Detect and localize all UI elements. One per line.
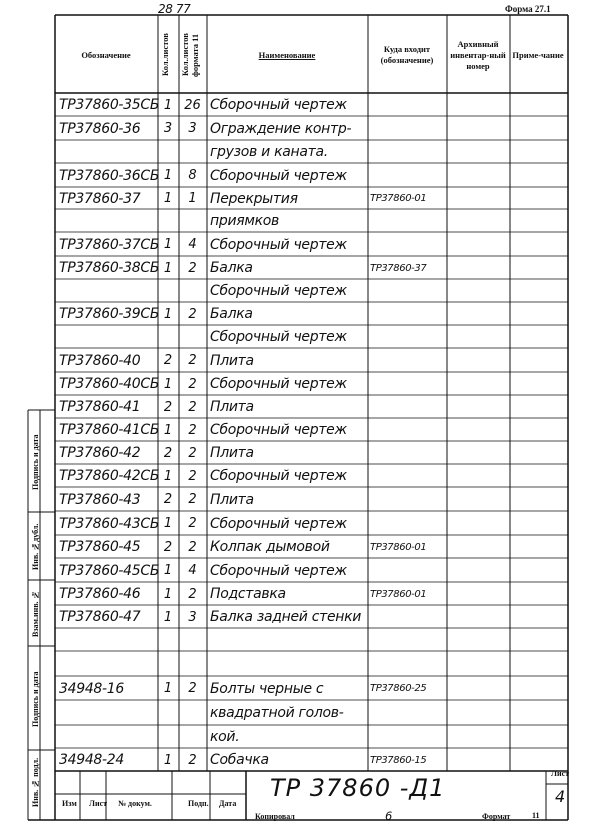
cell-name: Перекрытия	[210, 191, 298, 207]
cell-name: Плита	[210, 492, 254, 508]
cell-sheets-count: 1	[163, 469, 173, 484]
header-where-used: Куда входит (обозначение)	[380, 44, 434, 65]
cell-sheets-count: 3	[163, 121, 173, 136]
cell-name: Сборочный чертеж	[210, 468, 347, 484]
cell-sheets-count: 1	[163, 423, 173, 438]
cell-sheets-count: 1	[163, 191, 173, 206]
cell-name: Болты черные с	[210, 681, 324, 697]
cell-designation: ТР37860-43СБ	[59, 516, 160, 532]
cell-designation: ТР37860-37	[59, 191, 141, 207]
cell-name: Сборочный чертеж	[210, 329, 347, 345]
cell-sheets-count: 1	[163, 168, 173, 183]
cell-where-used	[370, 653, 448, 676]
side-label-signature-date-2: Подпись и дата	[31, 671, 40, 727]
cell-where-used: ТР37860-37	[370, 263, 427, 274]
cell-sheets-format	[179, 281, 206, 302]
cell-name: Сборочный чертеж	[210, 563, 347, 579]
cell-name: Сборочный чертеж	[210, 97, 347, 113]
cell-name: Сборочный чертеж	[210, 516, 347, 532]
cell-sheets-format: 2	[188, 753, 197, 768]
cell-name: Сборочный чертеж	[210, 376, 347, 392]
side-label-dup-inv: Инв. №дубл.	[31, 523, 40, 571]
header-note: Приме-чание	[512, 49, 564, 60]
cell-sheets-format: 26	[184, 98, 201, 113]
cell-where-used: ТР37860-01	[370, 542, 427, 553]
cell-designation: ТР37860-36СБ	[59, 168, 160, 184]
cell-sheets-count	[158, 702, 178, 725]
cell-designation	[59, 653, 159, 676]
cell-sheets-format: 4	[188, 563, 197, 578]
cell-sheets-format: 2	[188, 400, 197, 415]
cell-name: Плита	[210, 445, 254, 461]
cell-where-used	[370, 142, 448, 163]
cell-designation: ТР37860-46	[59, 586, 141, 602]
cell-name: приямков	[210, 213, 279, 229]
cell-name: Колпак дымовой	[210, 539, 330, 555]
cell-sheets-format: 1	[188, 191, 197, 206]
cell-where-used	[370, 397, 448, 418]
cell-designation: ТР37860-39СБ	[59, 306, 160, 322]
cell-sheets-format: 3	[188, 121, 197, 136]
cell-designation: ТР37860-37СБ	[59, 237, 160, 253]
cell-sheets-format	[179, 327, 206, 348]
cell-designation: ТР37860-42	[59, 445, 141, 461]
tb-doc-no: № докум.	[118, 799, 152, 808]
cell-sheets-count: 1	[163, 261, 173, 276]
cell-sheets-format: 2	[188, 377, 197, 392]
cell-sheets-count: 1	[163, 98, 173, 113]
cell-sheets-format	[179, 653, 206, 676]
cell-where-used	[370, 211, 448, 232]
cell-designation: ТР37860-41СБ	[59, 422, 160, 438]
cell-name: Сборочный чертеж	[210, 422, 347, 438]
cell-designation	[59, 702, 159, 725]
cell-sheets-format: 2	[188, 540, 197, 555]
form-label: Форма 27.1	[505, 4, 551, 14]
cell-sheets-count	[158, 727, 178, 748]
cell-name: Собачка	[210, 752, 269, 768]
cell-where-used	[370, 350, 448, 372]
tb-podp: Подп.	[188, 799, 209, 808]
cell-where-used	[370, 443, 448, 464]
cell-designation: ТР37860-43	[59, 492, 141, 508]
cell-where-used	[370, 466, 448, 487]
cell-name: Ограждение контр-	[210, 121, 352, 137]
cell-sheets-format: 2	[188, 516, 197, 531]
cell-designation	[59, 327, 159, 348]
tb-izm: Изм	[62, 799, 77, 808]
cell-designation	[59, 727, 159, 748]
cell-sheets-count: 2	[163, 353, 173, 368]
cell-designation: ТР37860-36	[59, 121, 141, 137]
cell-designation: ТР37860-38СБ	[59, 260, 160, 276]
cell-sheets-format	[179, 630, 206, 651]
cell-name: грузов и каната.	[210, 144, 328, 160]
cell-where-used	[370, 234, 448, 256]
cell-sheets-format: 2	[188, 681, 197, 696]
cell-name: Сборочный чертеж	[210, 168, 347, 184]
cell-where-used: ТР37860-15	[370, 755, 427, 766]
cell-name: Сборочный чертеж	[210, 237, 347, 253]
cell-designation: ТР37860-35СБ	[59, 97, 160, 113]
cell-sheets-format: 2	[188, 353, 197, 368]
cell-where-used	[370, 489, 448, 511]
cell-sheets-count	[158, 281, 178, 302]
cell-sheets-count: 1	[163, 516, 173, 531]
cell-sheets-count: 1	[163, 377, 173, 392]
cell-designation	[59, 630, 159, 651]
header-name: Наименование	[258, 49, 316, 60]
cell-sheets-format: 2	[188, 261, 197, 276]
cell-where-used	[370, 560, 448, 582]
tb-sheet-label: Лист	[551, 769, 570, 778]
cell-designation: ТР37860-45СБ	[59, 563, 160, 579]
cell-designation: ТР37860-42СБ	[59, 468, 160, 484]
cell-where-used: ТР37860-01	[370, 589, 427, 600]
cell-where-used	[370, 327, 448, 348]
cell-name: кой.	[210, 729, 240, 745]
cell-where-used: ТР37860-25	[370, 683, 427, 694]
cell-sheets-format: 2	[188, 469, 197, 484]
top-note: 28 77	[158, 2, 191, 16]
cell-designation: ТР37860-40	[59, 353, 141, 369]
cell-sheets-count	[158, 211, 178, 232]
cell-sheets-count	[158, 142, 178, 163]
cell-designation: ТР37860-47	[59, 609, 141, 625]
cell-where-used	[370, 420, 448, 441]
cell-sheets-format: 2	[188, 492, 197, 507]
cell-sheets-format	[179, 142, 206, 163]
cell-sheets-format: 2	[188, 307, 197, 322]
cell-sheets-format: 2	[188, 423, 197, 438]
cell-sheets-count: 1	[163, 681, 173, 696]
cell-sheets-count: 1	[163, 563, 173, 578]
footer-format: Формат	[482, 812, 511, 821]
cell-where-used	[370, 374, 448, 395]
tb-document-code: ТР 37860 -Д1	[270, 774, 446, 802]
cell-sheets-count: 1	[163, 753, 173, 768]
cell-where-used	[370, 165, 448, 187]
cell-designation: ТР37860-41	[59, 399, 141, 415]
cell-where-used	[370, 304, 448, 325]
cell-where-used	[370, 95, 448, 116]
cell-sheets-format: 2	[188, 587, 197, 602]
cell-sheets-count: 2	[163, 492, 173, 507]
cell-name: Балка задней стенки	[210, 609, 362, 625]
cell-where-used	[370, 727, 448, 748]
cell-sheets-count: 1	[163, 610, 173, 625]
cell-sheets-format	[179, 702, 206, 725]
cell-sheets-format: 2	[188, 446, 197, 461]
cell-name: Балка	[210, 260, 253, 276]
cell-where-used	[370, 513, 448, 535]
cell-sheets-count: 2	[163, 400, 173, 415]
cell-designation	[59, 281, 159, 302]
cell-where-used	[370, 118, 448, 140]
cell-name: Сборочный чертеж	[210, 283, 347, 299]
header-designation: Обозначение	[81, 49, 131, 60]
cell-designation: 34948-16	[59, 681, 125, 697]
cell-where-used	[370, 281, 448, 302]
cell-sheets-format	[179, 211, 206, 232]
cell-designation: ТР37860-45	[59, 539, 141, 555]
cell-sheets-count: 2	[163, 446, 173, 461]
cell-designation: ТР37860-40СБ	[59, 376, 160, 392]
header-sheets-count: Кол.листов	[160, 33, 170, 77]
cell-sheets-count	[158, 327, 178, 348]
cell-designation: 34948-24	[59, 752, 125, 768]
cell-where-used	[370, 630, 448, 651]
cell-sheets-count: 1	[163, 587, 173, 602]
cell-sheets-format	[179, 727, 206, 748]
cell-designation	[59, 211, 159, 232]
cell-name: квадратной голов-	[210, 705, 344, 721]
cell-sheets-format: 3	[188, 610, 197, 625]
cell-name: Балка	[210, 306, 253, 322]
cell-sheets-count: 1	[163, 237, 173, 252]
cell-where-used	[370, 702, 448, 725]
cell-sheets-count	[158, 630, 178, 651]
cell-sheets-format: 8	[188, 168, 197, 183]
header-archive: Архивный инвентар-ный номер	[450, 38, 506, 71]
side-label-signature-date-1: Подпись и дата	[31, 434, 40, 490]
side-label-replace-inv: Взам.инв. №	[31, 590, 40, 638]
cell-where-used: ТР37860-01	[370, 193, 427, 204]
cell-where-used	[370, 607, 448, 628]
cell-sheets-count: 2	[163, 540, 173, 555]
cell-name: Плита	[210, 353, 254, 369]
tb-list: Лист	[89, 799, 108, 808]
cell-designation	[59, 142, 159, 163]
tb-data: Дата	[219, 799, 237, 808]
footer-format-value: 11	[532, 811, 540, 820]
cell-name	[210, 653, 368, 676]
cell-name: Плита	[210, 399, 254, 415]
footer-copied-number: 6	[385, 809, 393, 823]
footer-copied: Копировал	[255, 812, 295, 821]
cell-name	[210, 630, 368, 651]
cell-sheets-count	[158, 653, 178, 676]
side-label-orig-inv: Инв. № подл.	[31, 757, 40, 807]
tb-sheet-number: 4	[555, 787, 565, 806]
cell-name: Подставка	[210, 586, 286, 602]
cell-sheets-count: 1	[163, 307, 173, 322]
cell-sheets-format: 4	[188, 237, 197, 252]
header-sheets-format: Кол.листов формата 11	[180, 33, 200, 77]
